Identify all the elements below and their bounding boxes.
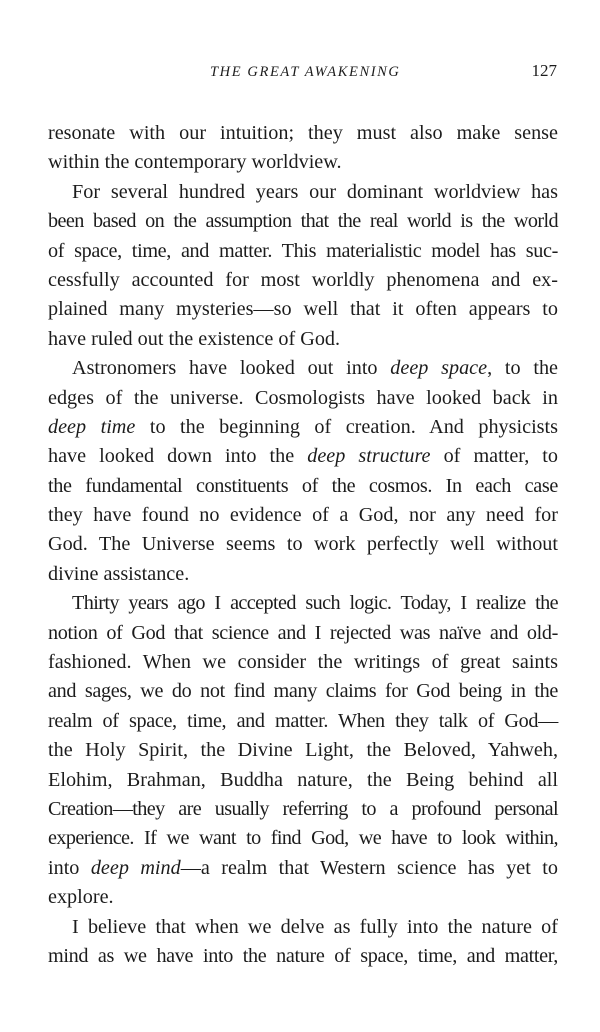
text-line: deep time to the beginning of creation. And physicists (48, 415, 559, 438)
text-line: Astronomers have looked out into deep space, to the (72, 357, 558, 380)
running-title: THE GREAT AWAKENING (210, 64, 401, 80)
text-line: notion of God that science and I rejected was naïve and old- (48, 621, 558, 644)
emphasis: deep time (48, 415, 136, 438)
text-line: explore. (48, 886, 114, 909)
emphasis: deep structure (307, 445, 431, 468)
text-line: of space, time, and matter. This materialistic model has suc- (48, 239, 558, 262)
page-number: 127 (531, 61, 557, 80)
emphasis: deep mind (90, 856, 181, 879)
text-line: Thirty years ago I accepted such logic. Today, I realize the (72, 592, 558, 615)
text-line: experience. If we want to find God, we have to look within, (48, 827, 558, 850)
text-line: the fundamental constituents of the cosmos. In each case (48, 474, 558, 497)
text-line: divine assistance. (48, 562, 190, 585)
text-line: plained many mysteries—so well that it often appears to (48, 298, 558, 321)
page-body (48, 119, 558, 971)
text-line: and sages, we do not find many claims for God being in the (48, 680, 558, 703)
text-line: fashioned. When we consider the writings of great saints (48, 651, 558, 674)
text-line: I believe that when we delve as fully into the nature of (72, 915, 558, 938)
text-line: realm of space, time, and matter. When they talk of God— (48, 709, 558, 732)
text-line: cessfully accounted for most worldly phenomena and ex- (48, 268, 558, 291)
emphasis: deep space (390, 357, 488, 380)
text-line: mind as we have into the nature of space, time, and matter, (48, 944, 558, 967)
text-line: they have found no evidence of a God, nor any need for (48, 504, 558, 527)
text-line: been based on the assumption that the real world is the world (48, 210, 558, 233)
running-head (0, 62, 600, 86)
text-line: the Holy Spirit, the Divine Light, the Beloved, Yahweh, (48, 739, 558, 762)
text-line: have ruled out the existence of God. (48, 327, 341, 350)
text-line: resonate with our intuition; they must also make sense (48, 122, 558, 144)
text-line: Elohim, Brahman, Buddha nature, the Being behind all (48, 768, 558, 791)
text-line: into deep mind—a realm that Western science has yet to (48, 856, 558, 879)
text-line: God. The Universe seems to work perfectly well without (48, 533, 558, 556)
text-line: edges of the universe. Cosmologists have looked back in (48, 386, 558, 409)
text-line: within the contemporary worldview. (48, 151, 342, 174)
text-line: Creation—they are usually referring to a profound personal (48, 797, 558, 820)
text-line: For several hundred years our dominant worldview has (72, 180, 558, 203)
text-line: have looked down into the deep structure of matter, to (48, 445, 558, 468)
